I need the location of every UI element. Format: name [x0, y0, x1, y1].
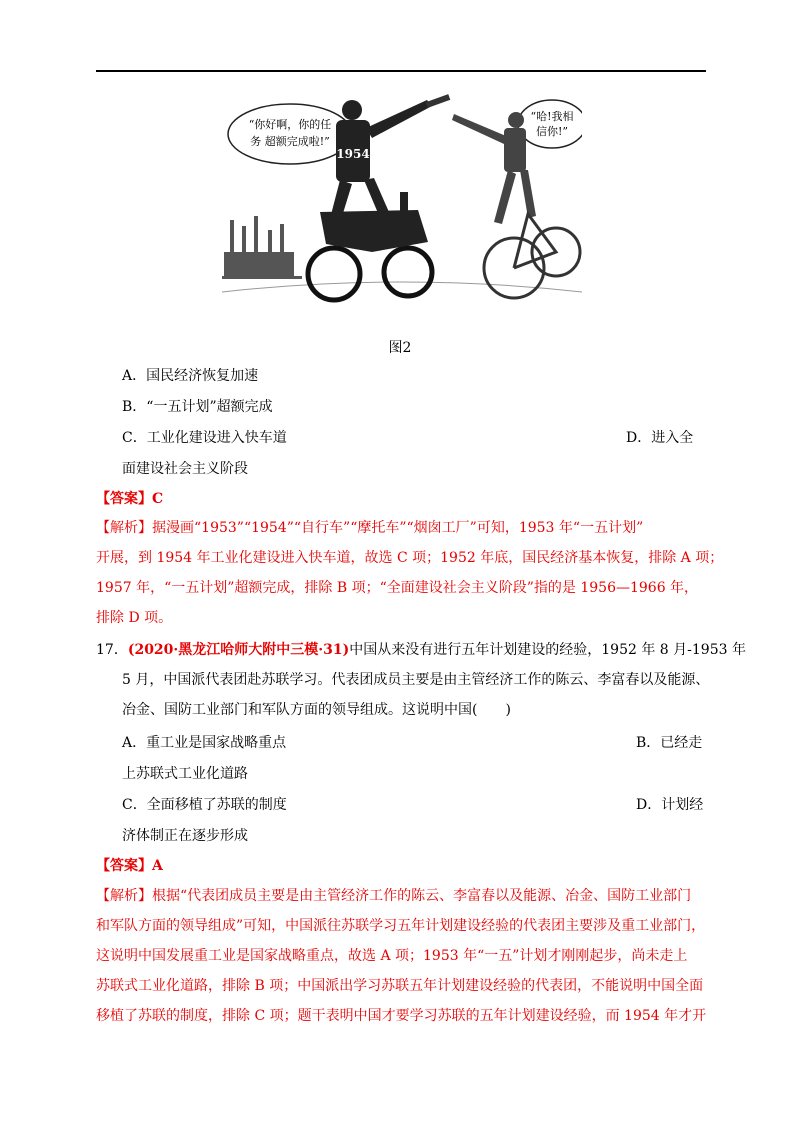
- q16-option-b: B．“一五计划”超额完成: [122, 399, 273, 415]
- figure-caption: 图2: [388, 340, 412, 356]
- header-rule: [96, 70, 706, 72]
- speech-text-left-2: 务 超额完成啦!”: [250, 135, 330, 148]
- q16-analysis: 【解析】据漫画“1953”“1954”“自行车”“摩托车”“烟囱工厂”可知，1953 年“一五计划”: [96, 520, 644, 536]
- q17-option-c: C．全面移植了苏联的制度: [122, 797, 287, 813]
- speech-bubble-right: [518, 100, 582, 148]
- jersey-number: 1954: [336, 147, 370, 161]
- q17-stem: [96, 640, 746, 660]
- motorcycle: [308, 248, 432, 300]
- factory-background: [222, 216, 302, 279]
- q16-option-d-continued: 面建设社会主义阶段: [122, 461, 248, 477]
- q17-stem-line: 5 月，中国派代表团赴苏联学习。代表团成员主要是由主管经济工作的陈云、李富春以及能源、: [122, 672, 710, 688]
- q17-number: 17．: [96, 642, 128, 658]
- q17-source: (2020·黑龙江哈师大附中三模·31): [127, 642, 350, 658]
- q16-analysis: 1957 年，“一五计划”超额完成，排除 B 项；“全面建设社会主义阶段”指的是 1956—1966 年，: [96, 580, 699, 596]
- q16-analysis: 排除 D 项。: [96, 610, 173, 626]
- q17-stem-text: 中国从来没有进行五年计划建设的经验，1952 年 8 月-1953 年: [349, 642, 746, 658]
- speech-bubble-left: [228, 104, 352, 164]
- q17-analysis: 和军队方面的领导组成”可知，中国派往苏联学习五年计划建设经验的代表团主要涉及重工业部门，: [96, 918, 706, 934]
- bicycle-rider: [452, 112, 536, 224]
- q17-option-b-continued: 上苏联式工业化道路: [122, 766, 248, 782]
- q17-stem-line: 冶金、国防工业部门和军队方面的领导组成。这说明中国( ): [122, 702, 511, 718]
- q17-analysis: 【解析】根据“代表团成员主要是由主管经济工作的陈云、李富春以及能源、冶金、国防工业部门: [96, 888, 692, 904]
- q16-answer: 【答案】C: [96, 491, 164, 507]
- q16-option-a: A．国民经济恢复加速: [122, 368, 259, 384]
- speech-text-right-1: “哈!我相: [530, 110, 574, 123]
- q17-analysis: 移植了苏联的制度，排除 C 项；题干表明中国才要学习苏联的五年计划建设经验，而 1954 年才开: [96, 1008, 707, 1024]
- q17-analysis: 这说明中国发展重工业是国家战略重点，故选 A 项；1953 年“一五”计划才刚刚起步，尚未走上: [96, 948, 688, 964]
- q17-option-a: A．重工业是国家战略重点: [122, 735, 287, 751]
- q17-analysis: 苏联式工业化道路，排除 B 项；中国派出学习苏联五年计划建设经验的代表团，不能说明中国全面: [96, 978, 704, 994]
- bicycle: [484, 214, 580, 298]
- speech-text-right-2: 信你!”: [535, 125, 569, 138]
- q17-option-d-continued: 济体制正在逐步形成: [122, 828, 248, 844]
- q16-option-d: D．进入全: [626, 430, 694, 446]
- q17-option-b: B．已经走: [636, 735, 703, 751]
- q17-option-d: D．计划经: [636, 797, 704, 813]
- q17-answer: 【答案】A: [96, 858, 163, 874]
- q16-analysis: 开展，到 1954 年工业化建设进入快车道，故选 C 项；1952 年底，国民经济基本恢复，排除 A 项；: [96, 550, 724, 566]
- cartoon-figure: [222, 92, 582, 314]
- speech-text-left-1: “你好啊，你的任: [248, 118, 332, 131]
- q16-option-c: C．工业化建设进入快车道: [122, 430, 287, 446]
